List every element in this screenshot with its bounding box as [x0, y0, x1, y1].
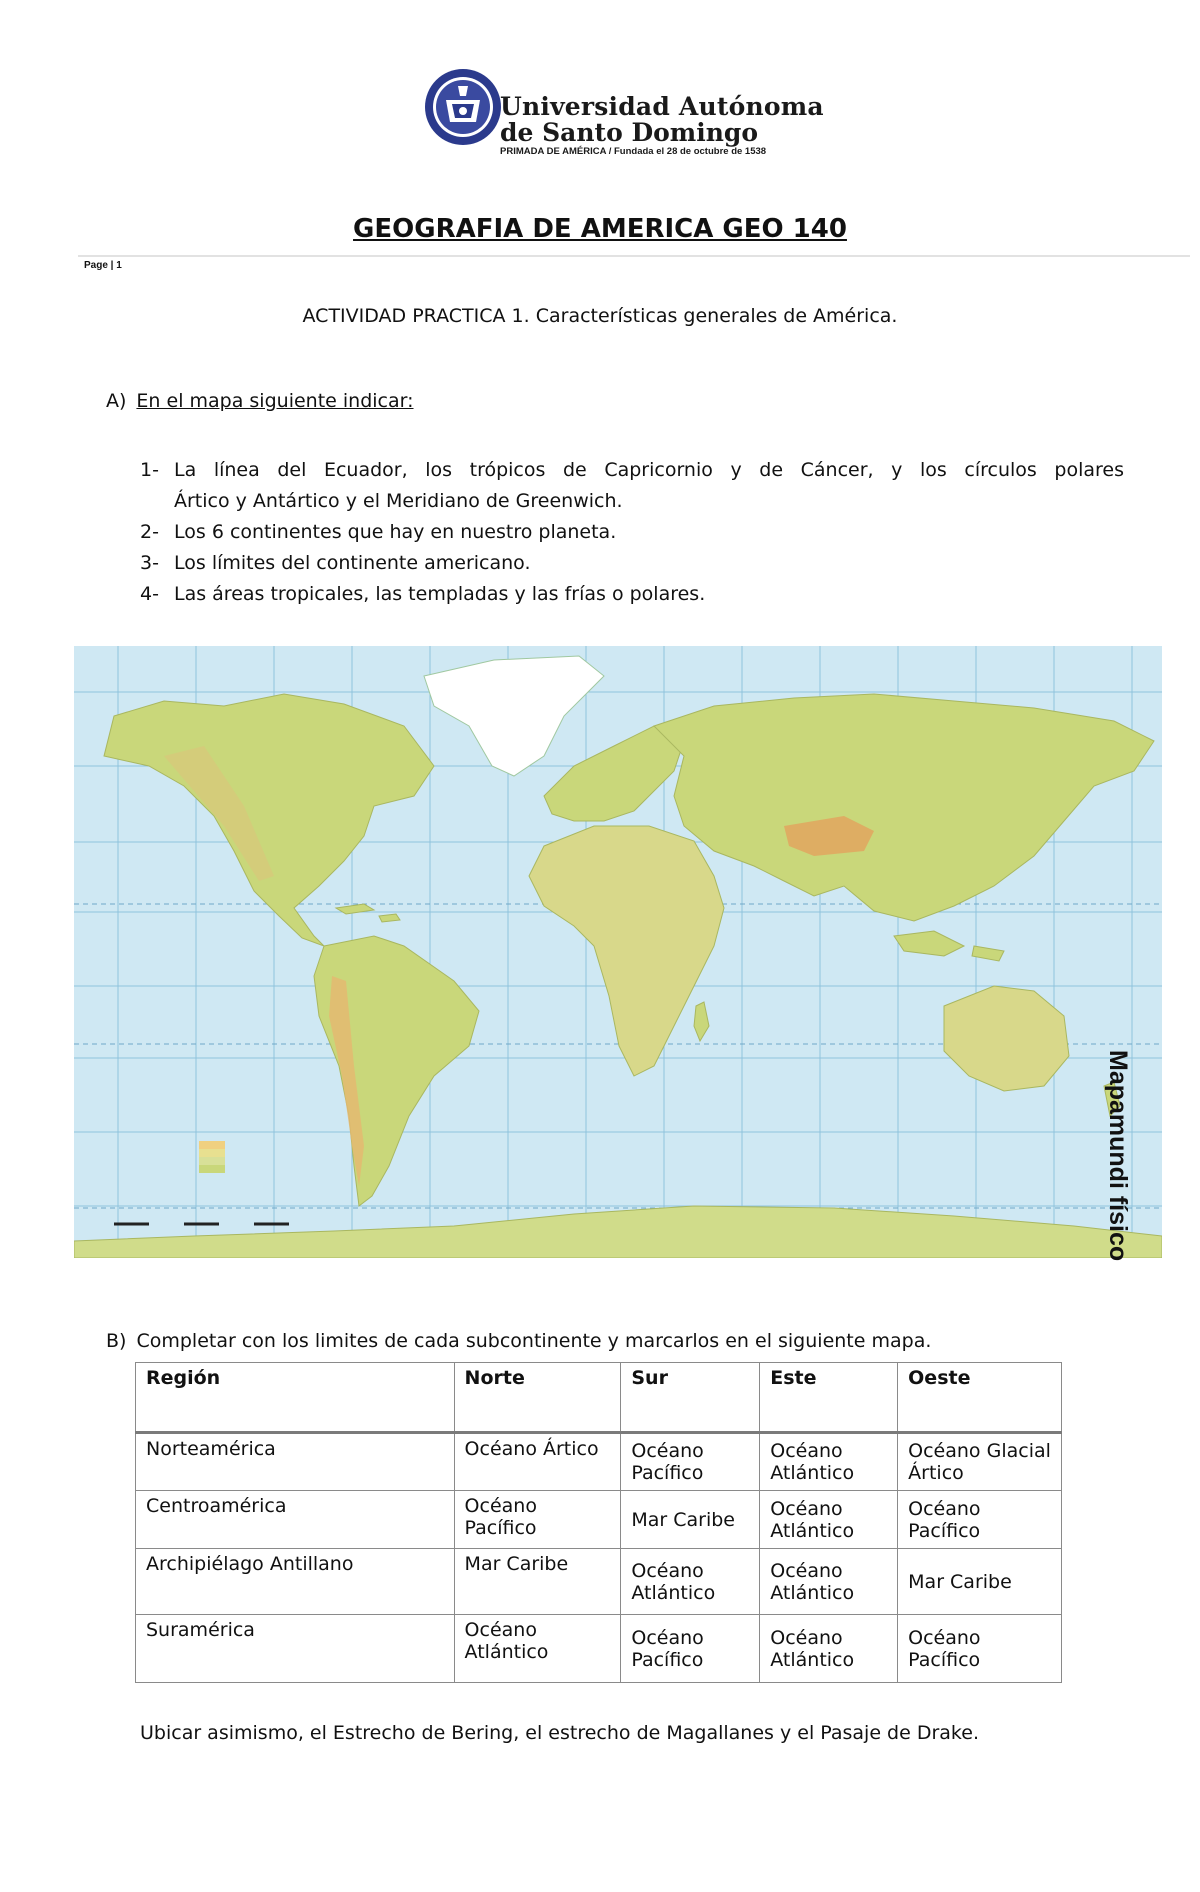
elevation-legend	[199, 1141, 225, 1173]
cell-region: Archipiélago Antillano	[136, 1549, 455, 1615]
list-item-number: 1-	[140, 459, 159, 481]
table-row	[136, 1433, 1062, 1491]
page-number-label: Page | 1	[84, 260, 122, 271]
world-physical-map	[74, 646, 1162, 1258]
list-item-text: Las áreas tropicales, las templadas y las frías o polares.	[174, 583, 706, 605]
table-row	[136, 1491, 1062, 1549]
footer-instruction: Ubicar asimismo, el Estrecho de Bering, el estrecho de Magallanes y el Pasaje de Drake.	[140, 1722, 979, 1744]
list-item-text: Los límites del continente americano.	[174, 552, 531, 574]
header-west: Oeste	[898, 1363, 1062, 1433]
university-tagline: PRIMADA DE AMÉRICA / Fundada el 28 de octubre de 1538	[500, 146, 767, 157]
cell-east: Océano Atlántico	[760, 1491, 898, 1549]
list-item-number: 3-	[140, 552, 159, 574]
activity-title: ACTIVIDAD PRACTICA 1. Características generales de América.	[302, 305, 898, 327]
cell-west: Océano Glacial Ártico	[898, 1433, 1062, 1491]
cell-east: Océano Atlántico	[760, 1549, 898, 1615]
table-row	[136, 1615, 1062, 1683]
cell-west: Océano Pacífico	[898, 1491, 1062, 1549]
header-divider	[78, 255, 1190, 257]
cell-region: Centroamérica	[136, 1491, 455, 1549]
list-item-text: La línea del Ecuador, los trópicos de Capricornio y de Cáncer, y los círculos polares	[174, 459, 1124, 481]
table-row	[136, 1549, 1062, 1615]
section-b-heading	[106, 1330, 931, 1352]
cell-north: Mar Caribe	[454, 1549, 621, 1615]
section-b-title: Completar con los limites de cada subcontinente y marcarlos en el siguiente mapa.	[136, 1330, 932, 1352]
cell-south: Océano Pacífico	[621, 1615, 760, 1683]
cell-west: Mar Caribe	[898, 1549, 1062, 1615]
header-east: Este	[760, 1363, 898, 1433]
cell-west: Océano Pacífico	[898, 1615, 1062, 1683]
list-item-text: Los 6 continentes que hay en nuestro planeta.	[174, 521, 617, 543]
section-a-marker: A)	[106, 390, 127, 412]
header-south: Sur	[621, 1363, 760, 1433]
course-title: GEOGRAFIA DE AMERICA GEO 140	[353, 214, 847, 244]
section-b-marker: B)	[106, 1330, 127, 1352]
cell-north: Océano Ártico	[454, 1433, 621, 1491]
cell-south: Océano Atlántico	[621, 1549, 760, 1615]
cell-region: Norteamérica	[136, 1433, 455, 1491]
cell-south: Mar Caribe	[621, 1491, 760, 1549]
cell-south: Océano Pacífico	[621, 1433, 760, 1491]
cell-east: Océano Atlántico	[760, 1433, 898, 1491]
cell-north: Océano Pacífico	[454, 1491, 621, 1549]
cell-region: Suramérica	[136, 1615, 455, 1683]
header-region: Región	[136, 1363, 455, 1433]
section-a-heading	[106, 390, 414, 412]
university-seal-logo	[424, 68, 502, 146]
map-title: Mapamundi físico	[1104, 1050, 1132, 1262]
cell-north: Océano Atlántico	[454, 1615, 621, 1683]
list-item-text: Ártico y Antártico y el Meridiano de Greenwich.	[174, 490, 623, 512]
list-item-number: 2-	[140, 521, 159, 543]
list-item-number: 4-	[140, 583, 159, 605]
subcontinent-limits-table	[135, 1362, 1062, 1683]
university-name-line2: de Santo Domingo	[500, 118, 759, 147]
university-name-line1: Universidad Autónoma	[500, 92, 824, 121]
table-header-row	[136, 1363, 1062, 1433]
header-north: Norte	[454, 1363, 621, 1433]
cell-east: Océano Atlántico	[760, 1615, 898, 1683]
section-a-title: En el mapa siguiente indicar:	[136, 390, 414, 412]
